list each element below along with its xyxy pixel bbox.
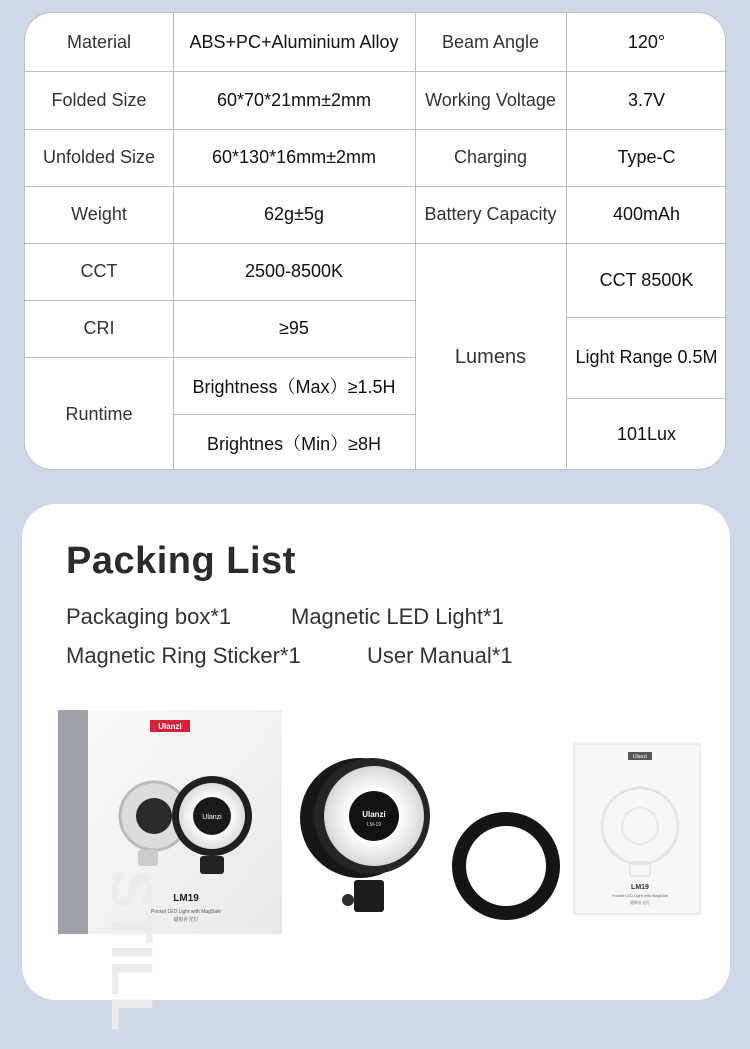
cct-value: 2500-8500K [244, 261, 344, 281]
box-side-text: STILL [99, 870, 164, 1032]
lumens-cct-value: CCT 8500K [599, 269, 694, 290]
manual-model-label: LM19 [631, 884, 649, 891]
box-brand-label: Ulanzi [158, 722, 182, 731]
packing-item: Magnetic Ring Sticker*1 [66, 643, 301, 668]
folded-size-value: 60*70*21mm±2mm [217, 89, 371, 110]
manual-brand-label: Ulanzi [633, 754, 647, 760]
packing-list-card [22, 504, 730, 1032]
magnetic-led-light-image [298, 748, 434, 924]
lumens-lux-value: 101Lux [616, 424, 677, 444]
battery-capacity-label: Battery Capacity [424, 204, 557, 224]
box-subtitle: Pocket LED Light with MagSafe [150, 909, 222, 915]
battery-capacity-value: 400mAh [612, 204, 681, 224]
spec-table [24, 12, 726, 470]
user-manual-image [574, 744, 700, 914]
charging-label: Charging [453, 147, 528, 167]
runtime-label: Runtime [65, 403, 133, 424]
unfolded-size-value: 60*130*16mm±2mm [212, 147, 376, 167]
box-light-brand: Ulanzi [202, 814, 222, 821]
weight-label: Weight [71, 204, 127, 224]
lumens-label: Lumens [454, 345, 527, 368]
working-voltage-value: 3.7V [627, 89, 666, 110]
runtime-min-value: Brightnes（Min）≥8H [207, 433, 381, 454]
packing-item: User Manual*1 [367, 643, 513, 668]
weight-value: 62g±5g [264, 204, 324, 224]
unfolded-size-label: Unfolded Size [42, 147, 156, 167]
light-model-label: LM-19 [366, 822, 382, 828]
manual-subtitle: Pocket LED Light with MagSafe [611, 893, 669, 898]
runtime-max-value: Brightness（Max）≥1.5H [192, 376, 396, 397]
beam-angle-value: 120° [627, 31, 666, 52]
beam-angle-label: Beam Angle [441, 31, 540, 52]
material-value: ABS+PC+Aluminium Alloy [189, 31, 399, 52]
magnetic-ring-sticker-image [450, 810, 562, 922]
packing-item: Magnetic LED Light*1 [291, 604, 504, 629]
light-brand-label: Ulanzi [362, 810, 386, 819]
cct-label: CCT [80, 261, 118, 281]
box-subtitle-cn: 磁吸补光灯 [173, 917, 199, 923]
charging-value: Type-C [617, 147, 676, 167]
box-model-label: LM19 [173, 893, 199, 904]
packing-list-title: Packing List [66, 540, 296, 582]
manual-subtitle-cn: 磁吸补光灯 [630, 900, 650, 905]
cri-value: ≥95 [279, 318, 309, 338]
folded-size-label: Folded Size [51, 89, 147, 110]
packing-item: Packaging box*1 [66, 604, 232, 629]
lumens-range-value: Light Range 0.5M [575, 347, 718, 367]
material-label: Material [66, 31, 132, 52]
working-voltage-label: Working Voltage [425, 89, 556, 110]
cri-label: CRI [83, 318, 115, 338]
packaging-box-image [58, 710, 282, 1032]
